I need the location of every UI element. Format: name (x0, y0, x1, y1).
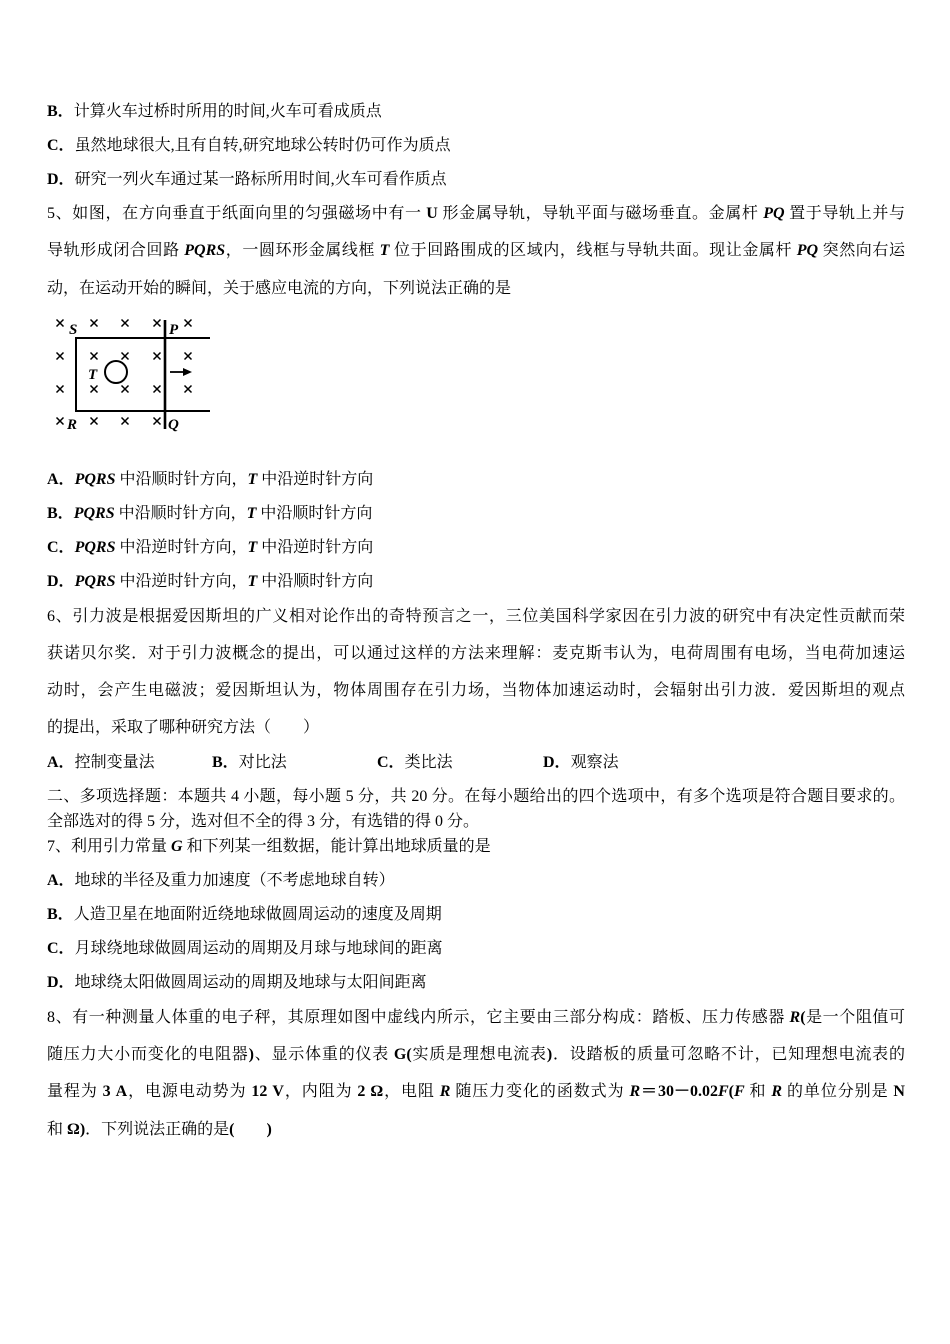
stem-text: 和 (47, 1121, 68, 1138)
stem-text: ，电阻 (383, 1083, 440, 1100)
symbol-t: T (247, 471, 258, 488)
option-label: B． (47, 103, 74, 120)
magnetic-field-cross (57, 418, 64, 425)
q8-stem-line-3 (47, 1080, 905, 1104)
q4-option-c (47, 134, 451, 158)
q8-stem-line-2 (47, 1043, 905, 1067)
symbol-pq: PQ (763, 205, 785, 222)
option-text: 中沿逆时针方向， (115, 539, 248, 556)
magnetic-field-cross (154, 386, 161, 393)
option-text: 中沿顺时针方向， (114, 505, 247, 522)
stem-text: 形金属导轨，导轨平面与磁场垂直。金属杆 (437, 205, 764, 222)
quantity-resistance: 2 Ω (357, 1083, 384, 1100)
option-label: D． (543, 754, 571, 771)
stem-text: 是一个阻值可 (805, 1009, 905, 1026)
magnetic-field-cross (91, 418, 98, 425)
q7-option-c (47, 937, 443, 961)
stem-text: 和 (744, 1083, 772, 1100)
stem-text: ) (248, 1046, 254, 1063)
stem-text: ，一圆环形金属线框 (225, 242, 380, 259)
option-text: 中沿逆时针方向 (257, 539, 374, 556)
stem-text: 和下列某一组数据，能计算出地球质量的是 (182, 838, 491, 855)
q5-stem-line-2 (47, 239, 905, 263)
option-text: 虽然地球很大,且有自转,研究地球公转时仍可作为质点 (74, 137, 451, 154)
q6-stem-line-4: 的提出，采取了哪种研究方法（ ） (47, 719, 320, 736)
magnetic-field-cross (122, 353, 129, 360)
symbol-g: G (171, 838, 183, 855)
magnetic-field-cross (57, 353, 64, 360)
q4-option-d (47, 168, 447, 192)
option-label: D． (47, 573, 75, 590)
label-t: T (88, 367, 98, 383)
magnetic-field-cross (185, 320, 192, 327)
magnetic-field-cross (185, 386, 192, 393)
quantity-emf: 12 V (251, 1083, 284, 1100)
magnetic-field-cross (154, 353, 161, 360)
q5-option-b (47, 502, 372, 526)
symbol-t: T (379, 242, 390, 259)
stem-text: ) (546, 1046, 553, 1063)
option-text: 月球绕地球做圆周运动的周期及月球与地球间的距离 (74, 940, 443, 957)
stem-text: 随压力大小而变化的电阻器 (47, 1046, 249, 1063)
symbol-r: R (439, 1083, 451, 1100)
q6-stem-line-2: 获诺贝尔奖．对于引力波概念的提出，可以通过这样的方法来理解：麦克斯韦认为，电荷周围有电场，当电荷加速运 (47, 645, 905, 662)
q5-stem-line-1 (47, 202, 905, 226)
magnetic-field-cross (154, 320, 161, 327)
stem-text: ．下列说法正确的是 (85, 1121, 230, 1138)
option-text: 中沿顺时针方向 (256, 505, 373, 522)
option-text: 地球绕太阳做圆周运动的周期及地球与太阳间距离 (74, 974, 427, 991)
unit-ohm: Ω) (67, 1121, 86, 1138)
symbol-f: F (717, 1083, 729, 1100)
option-label: A． (47, 872, 75, 889)
symbol-pq: PQ (796, 242, 819, 259)
q6-option-b (212, 751, 287, 775)
option-label: C． (377, 754, 405, 771)
formula-text: ＝30－0.02 (640, 1083, 718, 1100)
magnetic-field-cross (154, 418, 161, 425)
stem-text: 随压力变化的函数式为 (450, 1083, 630, 1100)
magnetic-field-cross (91, 353, 98, 360)
symbol-pqrs: PQRS (184, 242, 226, 259)
stem-text: 导轨形成闭合回路 (47, 242, 185, 259)
stem-text: 动，在运动开始的瞬间，关于感应电流的方向，下列说法正确的是 (47, 280, 512, 297)
symbol-r: R (629, 1083, 641, 1100)
magnetic-field-cross (57, 320, 64, 327)
q7-stem (47, 835, 491, 859)
magnetic-field-cross (122, 418, 129, 425)
q7-option-d (47, 971, 427, 995)
magnetic-field-cross (91, 320, 98, 327)
stem-text: 、显示体重的仪表 (253, 1046, 394, 1063)
stem-text: 7、利用引力常量 (47, 838, 172, 855)
ring-t (105, 361, 127, 383)
symbol-r: R (771, 1083, 783, 1100)
q6-option-c (377, 751, 453, 775)
section2-heading-line-1: 二、多项选择题：本题共 4 小题，每小题 5 分，共 20 分。在每小题给出的四个选项中，有多个选项是符合题目要求的。 (47, 788, 905, 805)
stem-text: 的单位分别是 (782, 1083, 894, 1100)
option-text: 计算火车过桥时所用的时间,火车可看成质点 (73, 103, 382, 120)
q7-option-b (47, 903, 442, 927)
symbol-u: U (426, 205, 438, 222)
stem-text: 实质是理想电流表 (411, 1046, 547, 1063)
symbol-t: T (247, 573, 258, 590)
stem-text: 位于回路围成的区域内，线框与导轨共面。现让金属杆 (389, 242, 797, 259)
stem-text: ( (800, 1009, 806, 1026)
stem-text: 8、有一种测量人体重的电子秤，其原理如图中虚线内所示，它主要由三部分构成：踏板、压力传感器 (47, 1009, 790, 1026)
option-label: D． (47, 171, 75, 188)
option-label: C． (47, 940, 75, 957)
magnetic-field-cross (91, 386, 98, 393)
magnetic-field-cross (57, 386, 64, 393)
option-label: C． (47, 539, 75, 556)
symbol-f: F (733, 1083, 745, 1100)
option-label: B． (47, 906, 74, 923)
symbol-pqrs: PQRS (73, 505, 115, 522)
q5-option-d (47, 570, 373, 594)
q8-stem-line-1 (47, 1006, 905, 1030)
option-label: C． (47, 137, 75, 154)
stem-text: 量程为 (47, 1083, 103, 1100)
option-text: 控制变量法 (74, 754, 155, 771)
symbol-t: T (247, 539, 258, 556)
option-text: 观察法 (570, 754, 619, 771)
symbol-pqrs: PQRS (74, 573, 116, 590)
symbol-pqrs: PQRS (74, 471, 116, 488)
q5-option-c (47, 536, 373, 560)
option-label: D． (47, 974, 75, 991)
stem-text: 突然向右运 (818, 242, 905, 259)
q6-stem-line-3: 动时，会产生电磁波；爱因斯坦认为，物体周围存在引力场，当物体加速运动时，会辐射出引力波．爱因斯坦的观点 (47, 682, 905, 699)
stem-text: ．设踏板的质量可忽略不计，已知理想电流表的 (552, 1046, 905, 1063)
label-q: Q (168, 417, 179, 433)
magnetic-field-cross (122, 320, 129, 327)
label-r: R (67, 417, 78, 433)
symbol-t: T (246, 505, 257, 522)
option-text: 研究一列火车通过某一路标所用时间,火车可看作质点 (74, 171, 447, 188)
answer-blank: ( ) (229, 1121, 272, 1138)
stem-text: 5、如图，在方向垂直于纸面向里的匀强磁场中有一 (47, 205, 427, 222)
quantity-range: 3 A (102, 1083, 128, 1100)
q7-option-a (47, 869, 395, 893)
q6-option-a (47, 751, 155, 775)
option-text: 人造卫星在地面附近绕地球做圆周运动的速度及周期 (73, 906, 442, 923)
magnetic-field-figure (50, 312, 215, 434)
symbol-g: G( (393, 1046, 412, 1063)
label-s: S (69, 322, 78, 338)
option-text: 对比法 (238, 754, 287, 771)
option-label: B． (47, 505, 74, 522)
q5-option-a (47, 468, 373, 492)
stem-text: ，内阻为 (283, 1083, 358, 1100)
q6-option-d (543, 751, 619, 775)
q4-option-b (47, 100, 382, 124)
section2-heading-line-2: 全部选对的得 5 分，选对但不全的得 3 分，有选错的得 0 分。 (47, 813, 480, 830)
velocity-arrow-head (183, 368, 192, 376)
stem-text: ，电源电动势为 (127, 1083, 252, 1100)
option-label: A． (47, 754, 75, 771)
q6-stem-line-1: 6、引力波是根据爱因斯坦的广义相对论作出的奇特预言之一，三位美国科学家因在引力波的研究中有决定性贡献而荣 (47, 608, 905, 625)
option-label: A． (47, 471, 75, 488)
unit-n: N (893, 1083, 905, 1100)
option-text: 中沿顺时针方向 (257, 573, 374, 590)
option-text: 地球的半径及重力加速度（不考虑地球自转） (74, 872, 395, 889)
q5-stem-line-3 (47, 277, 511, 301)
option-text: 类比法 (404, 754, 453, 771)
symbol-r: R (789, 1009, 801, 1026)
option-text: 中沿逆时针方向 (257, 471, 374, 488)
magnetic-field-cross (122, 386, 129, 393)
symbol-pqrs: PQRS (74, 539, 116, 556)
option-text: 中沿顺时针方向， (115, 471, 248, 488)
stem-text: 置于导轨上并与 (784, 205, 905, 222)
q8-stem-line-4 (47, 1118, 272, 1142)
formula-text: ( (728, 1083, 734, 1100)
label-p: P (169, 322, 179, 338)
option-text: 中沿逆时针方向， (115, 573, 248, 590)
magnetic-field-cross (185, 353, 192, 360)
option-label: B． (212, 754, 239, 771)
